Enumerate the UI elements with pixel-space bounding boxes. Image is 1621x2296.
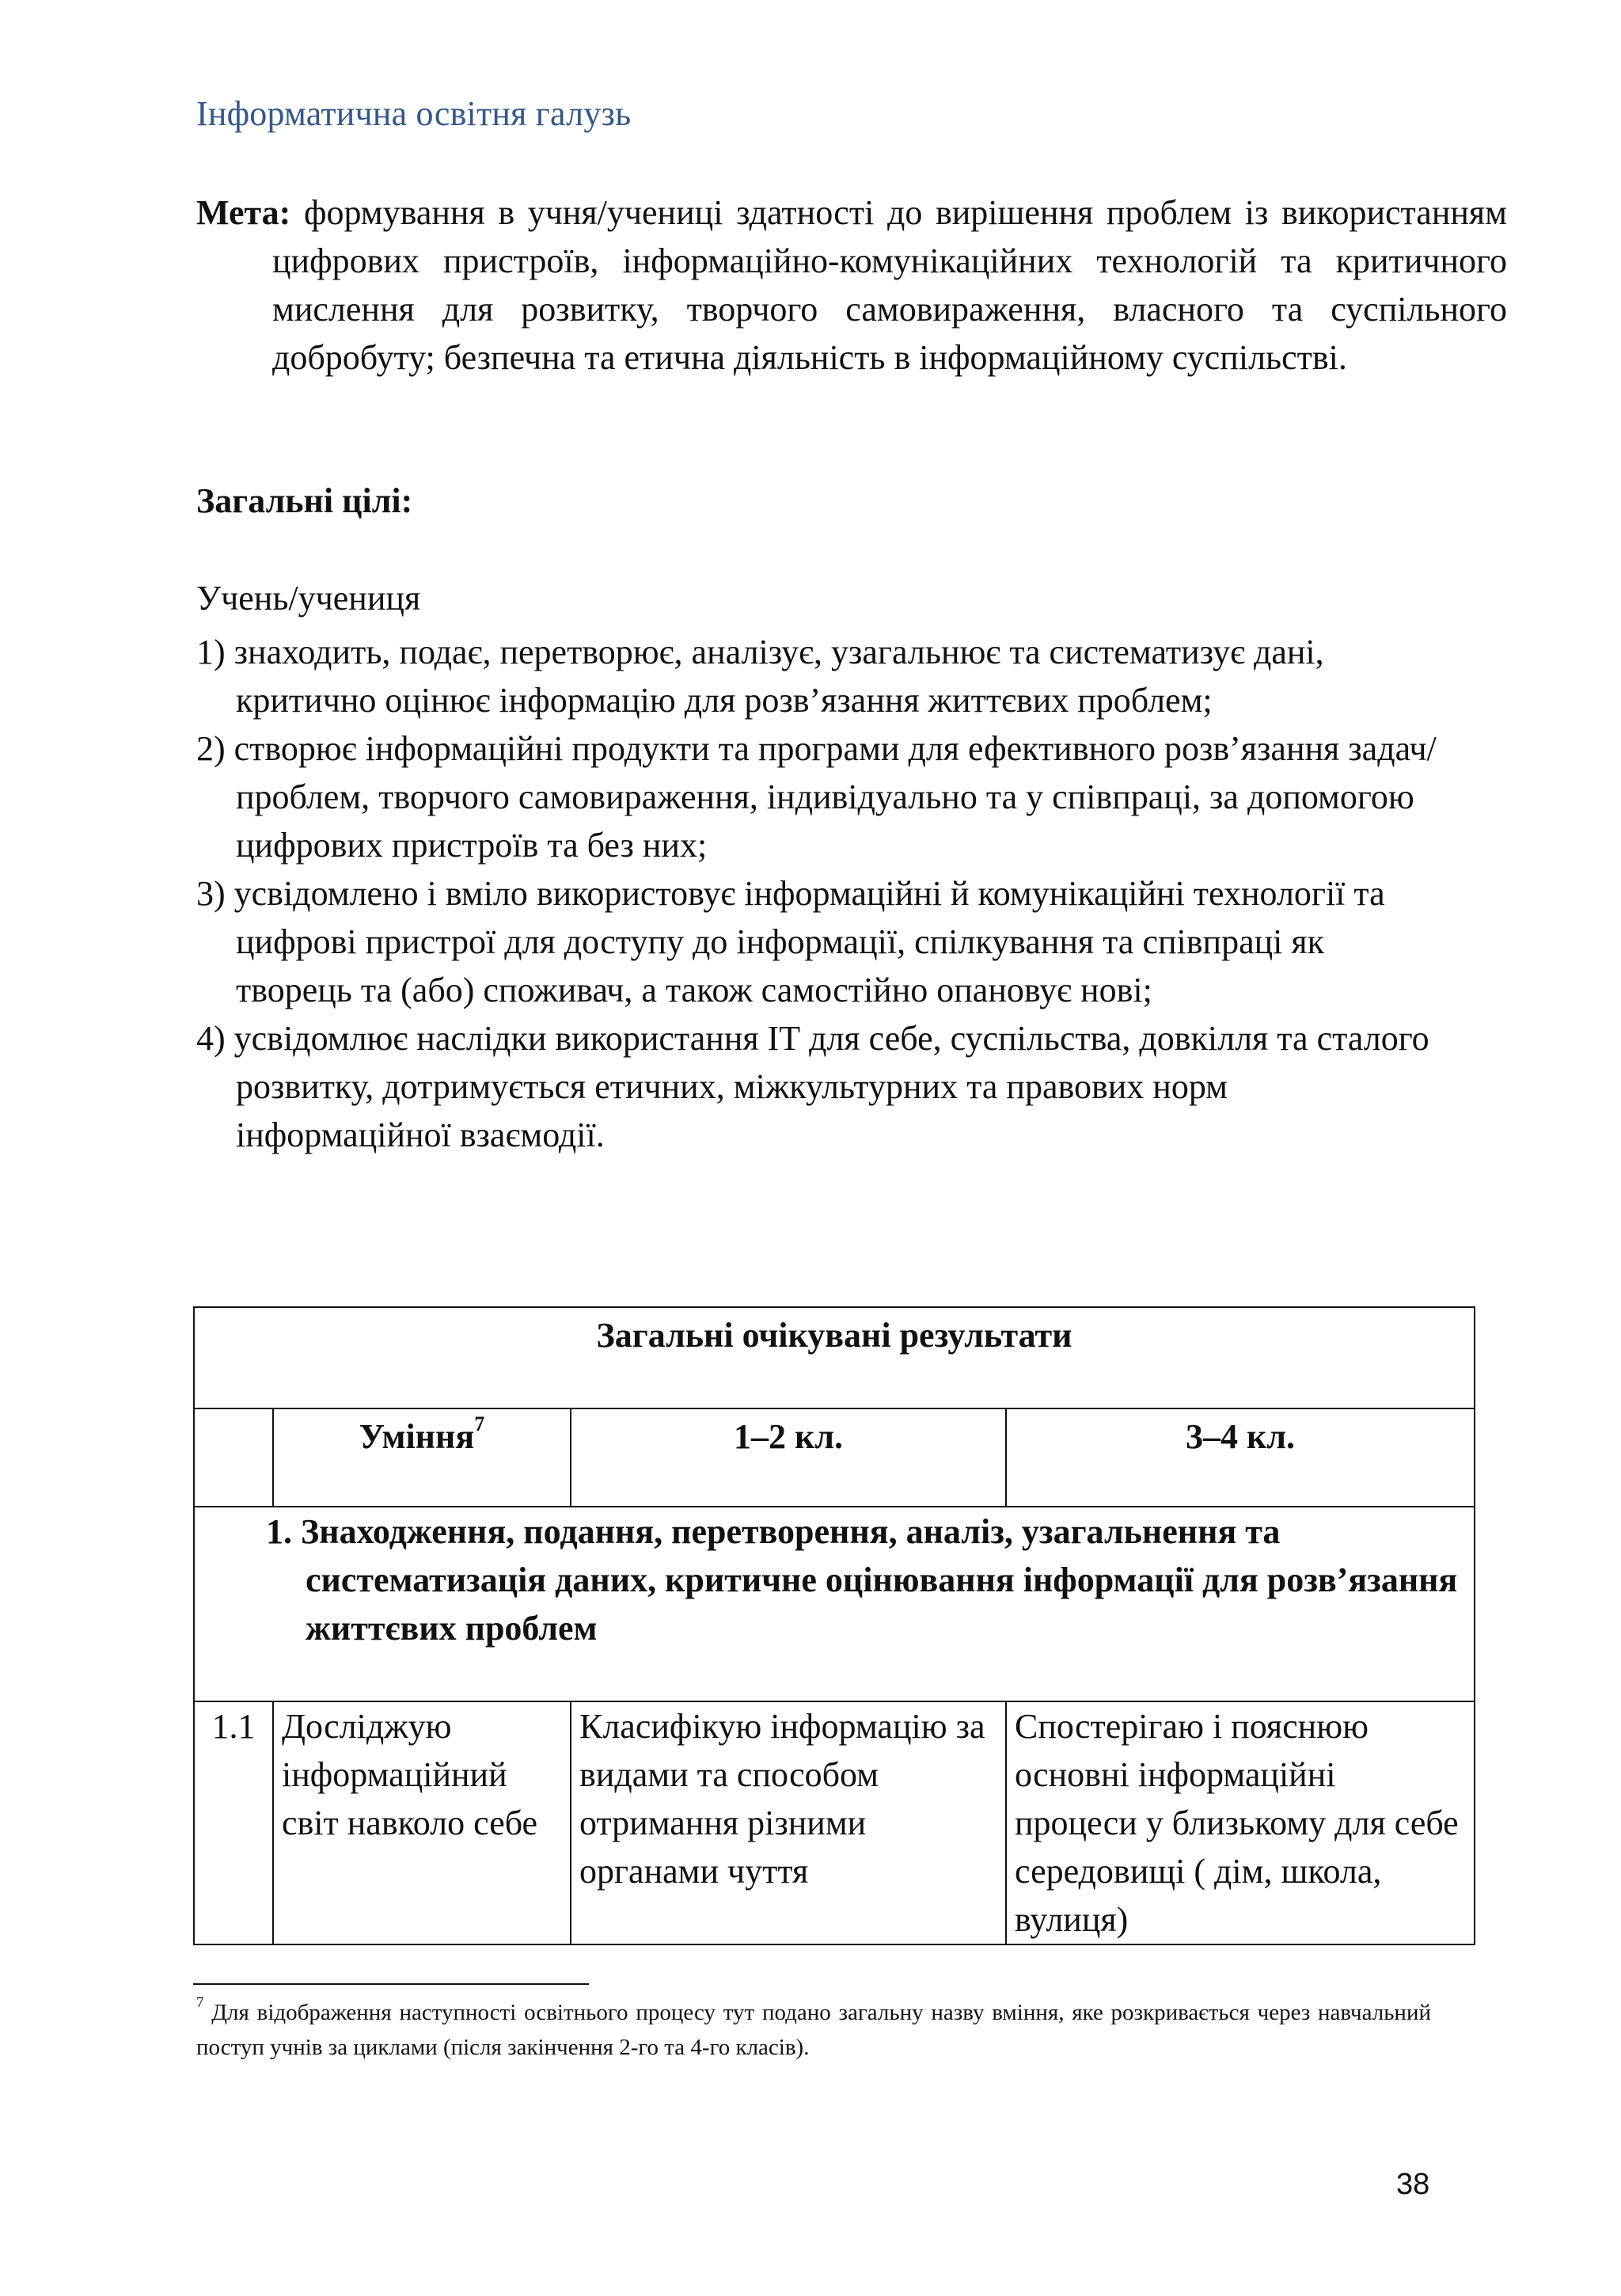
table-section-row	[194, 1507, 1475, 1701]
row-number: 1.1	[194, 1701, 273, 1944]
footnote-divider	[193, 1983, 589, 1985]
page-number: 38	[1396, 2168, 1430, 2201]
header-skill	[273, 1408, 571, 1507]
section-cell	[194, 1507, 1475, 1701]
goal-item-2: 2) створює інформаційні продукти та програми для ефективного розв’язання задач/ проблем, творчого самовираження, індивідуально та у співпраці, за допомогою цифрових пристроїв та без них;	[196, 729, 1437, 865]
table-row	[194, 1701, 1475, 1944]
row-grade-3-4: Спостерігаю і пояснюю основні інформаційні процеси у близькому для себе середовищі ( дім, школа, вулиця)	[1006, 1701, 1475, 1944]
footnote	[196, 1995, 1431, 2065]
general-goals-list	[196, 628, 1439, 1159]
table-title-row	[194, 1307, 1475, 1408]
header-grade-1-2: 1–2 кл.	[571, 1408, 1006, 1507]
pupil-label: Учень/учениця	[196, 579, 421, 618]
expected-results-table	[193, 1306, 1475, 1945]
goal-item-1: 1) знаходить, подає, перетворює, аналізує, узагальнює та систематизує дані, критично оцінює інформацію для розв’язання життєвих проблем;	[196, 633, 1324, 720]
goal-item-4: 4) усвідомлює наслідки використання ІТ для себе, суспільства, довкілля та сталого розвитку, дотримується етичних, міжкультурних та правових норм інформаційної взаємодії.	[196, 1019, 1429, 1154]
goal-text: формування в учня/учениці здатності до вирішення проблем із використанням цифрових пристроїв, інформаційно-комунікаційних технологій та критичного мислення для розвитку, творчого самовираження, власного та суспільного добробуту; безпечна та етична діяльність в інформаційному суспільстві.	[272, 193, 1508, 377]
header-grade-3-4: 3–4 кл.	[1006, 1408, 1475, 1507]
goal-item-3: 3) усвідомлено і вміло використовує інформаційні й комунікаційні технології та цифрові пристрої для доступу до інформації, спілкування та співпраці як творець та (або) споживач, а також самостійно опановує нові;	[196, 874, 1385, 1009]
goal-label: Мета:	[196, 193, 291, 232]
goal-paragraph	[196, 188, 1507, 382]
header-num-cell	[194, 1408, 273, 1507]
table-header-row	[194, 1408, 1475, 1507]
footnote-mark: 7	[196, 1994, 204, 2011]
general-goals-title: Загальні цілі:	[196, 481, 413, 520]
header-skill-label: Уміння	[359, 1417, 475, 1456]
row-skill: Досліджую інформаційний світ навколо себе	[273, 1701, 571, 1944]
footnote-text: Для відображення наступності освітнього процесу тут подано загальну назву вміння, яке розкривається через навчальний поступ учнів за циклами (після закінчення 2-го та 4-го класів).	[196, 2000, 1431, 2060]
section-heading: 1. Знаходження, подання, перетворення, аналіз, узагальнення та систематизація даних, критичне оцінювання інформації для розв’язання життєвих проблем	[266, 1512, 1458, 1648]
footnote-ref: 7	[474, 1412, 485, 1435]
row-grade-1-2: Класифікую інформацію за видами та способом отримання різними органами чуття	[571, 1701, 1006, 1944]
table-title: Загальні очікувані результати	[194, 1307, 1475, 1408]
section-title: Інформатична освітня галузь	[196, 94, 632, 133]
